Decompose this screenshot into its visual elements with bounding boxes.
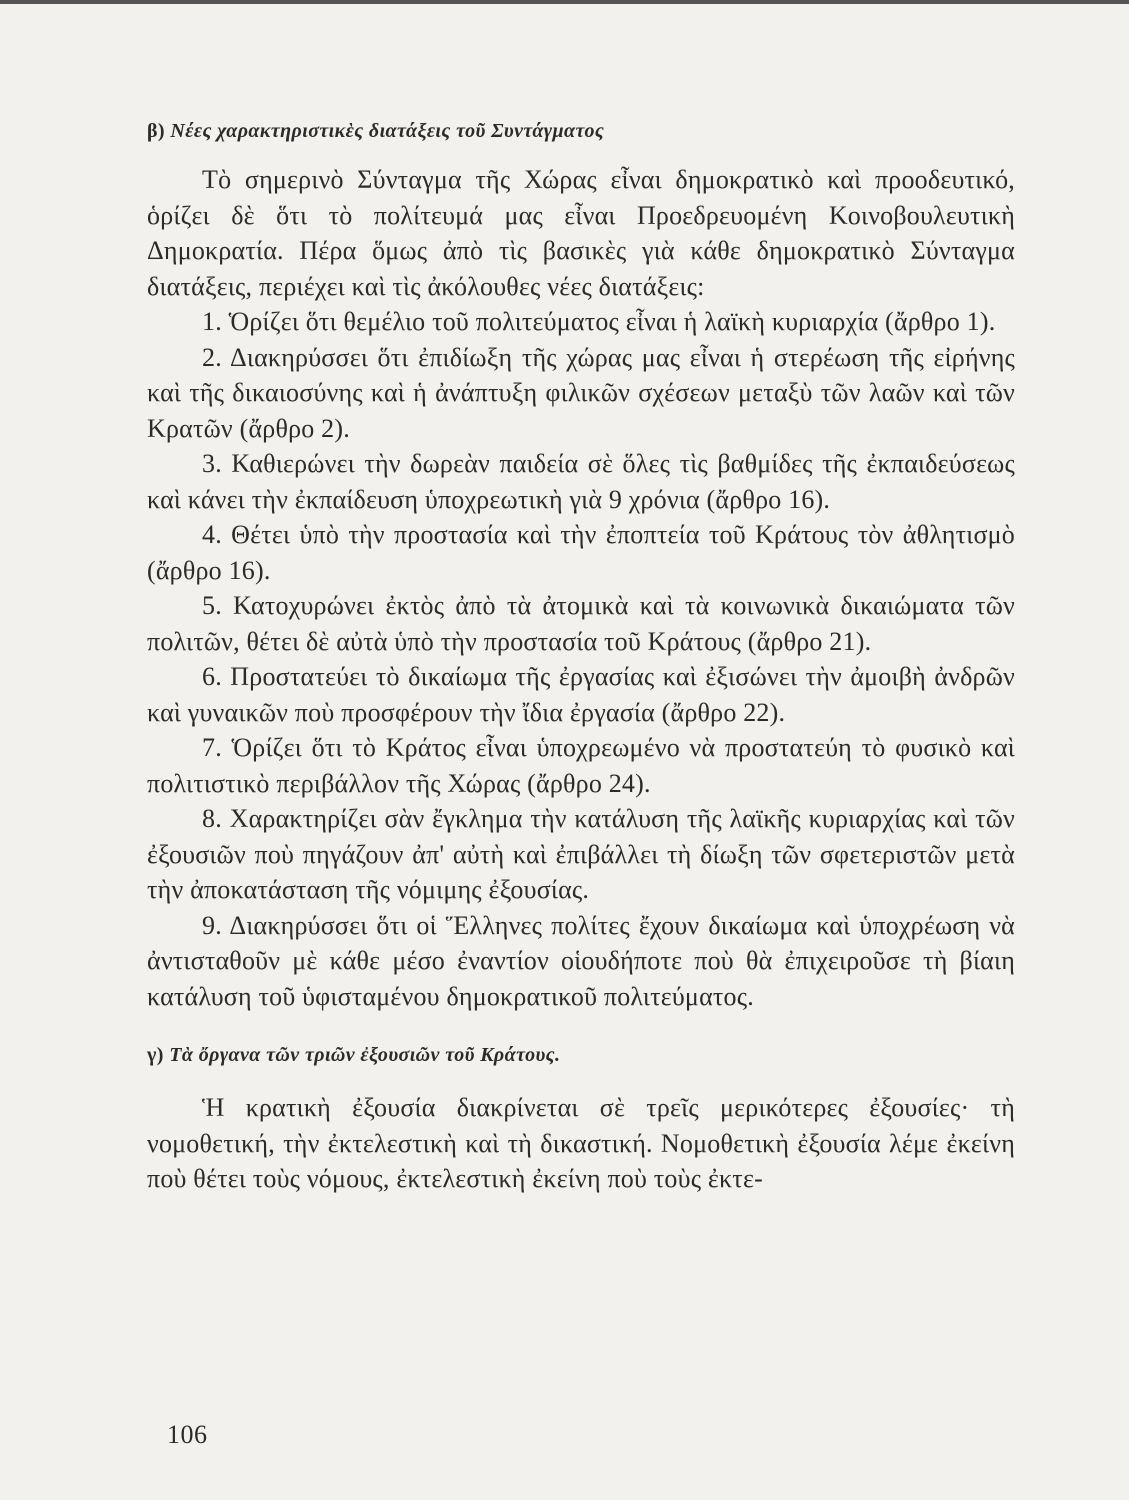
provision-5: 5. Κατοχυρώνει ἐκτὸς ἀπὸ τὰ ἀτομικὰ καὶ τὰ κοινωνικὰ δικαιώματα τῶν πολιτῶν, θέτει δὲ αὐτὰ ὑπὸ τὴν προστασία τοῦ Κράτους (ἄρθρο 21). — [147, 591, 1015, 656]
provision-2: 2. Διακηρύσσει ὅτι ἐπιδίωξη τῆς χώρας μας εἶναι ἡ στερέωση τῆς εἰρήνης καὶ τῆς δικαιοσύνης καὶ ἡ ἀνάπτυξη φιλικῶν σχέσεων μεταξὺ τῶν λαῶν καὶ τῶν Κρατῶν (ἄρθρο 2). — [147, 342, 1015, 443]
section-g-marker: γ) — [147, 1044, 164, 1066]
page-body — [147, 118, 1015, 1197]
section-b-title: Νέες χαρακτηριστικὲς διατάξεις τοῦ Συντάγματος — [170, 120, 605, 142]
section-b-marker: β) — [147, 120, 165, 142]
provision-9: 9. Διακηρύσσει ὅτι οἱ Ἕλληνες πολίτες ἔχουν δικαίωμα καὶ ὑποχρέωση νὰ ἀντισταθοῦν μὲ κάθε μέσο ἐναντίον οἱουδήποτε ποὺ θὰ ἐπιχειροῦσε τὴ βίαιη κατάλυση τοῦ ὑφισταμένου δημοκρατικοῦ πολιτεύματος. — [147, 910, 1015, 1011]
provision-7: 7. Ὁρίζει ὅτι τὸ Κράτος εἶναι ὑποχρεωμένο νὰ προστατεύη τὸ φυσικὸ καὶ πολιτιστικὸ περιβάλλον τῆς Χώρας (ἄρθρο 24). — [147, 733, 1015, 798]
provision-3: 3. Καθιερώνει τὴν δωρεὰν παιδεία σὲ ὅλες τὶς βαθμίδες τῆς ἐκπαιδεύσεως καὶ κάνει τὴν ἐκπαίδευση ὑποχρεωτικὴ γιὰ 9 χρόνια (ἄρθρο 16). — [147, 449, 1015, 514]
section-g-paragraph: Ἡ κρατικὴ ἐξουσία διακρίνεται σὲ τρεῖς μερικότερες ἐξουσίες· τὴ νομοθετική, τὴν ἐκτελεστικὴ καὶ τὴ δικαστική. Νομοθετικὴ ἐξουσία λέμε ἐκείνη ποὺ θέτει τοὺς νόμους, ἐκτελεστικὴ ἐκείνη ποὺ τοὺς ἐκτε- — [147, 1093, 1015, 1193]
provision-4: 4. Θέτει ὑπὸ τὴν προστασία καὶ τὴν ἐποπτεία τοῦ Κράτους τὸν ἀθλητισμὸ (ἄρθρο 16). — [147, 520, 1015, 585]
section-g-title: Τὰ ὄργανα τῶν τριῶν ἐξουσιῶν τοῦ Κράτους. — [169, 1044, 561, 1066]
provision-8: 8. Χαρακτηρίζει σὰν ἔγκλημα τὴν κατάλυση τῆς λαϊκῆς κυριαρχίας καὶ τῶν ἐξουσιῶν ποὺ πηγάζουν ἀπ' αὐτὴ καὶ ἐπιβάλλει τὴ δίωξη τῶν σφετεριστῶν μετὰ τὴν ἀποκατάσταση τῆς νόμιμης ἐξουσίας. — [147, 804, 1015, 904]
scan-top-edge — [0, 0, 1129, 4]
section-b-heading — [147, 118, 1015, 144]
section-b-intro: Τὸ σημερινὸ Σύνταγμα τῆς Χώρας εἶναι δημοκρατικὸ καὶ προοδευτικό, ὁρίζει δὲ ὅτι τὸ πολίτευμά μας εἶναι Προεδρευομένη Κοινοβουλευτικὴ Δημοκρατία. Πέρα ὅμως ἀπὸ τὶς βασικὲς γιὰ κάθε δημοκρατικὸ Σύνταγμα διατάξεις, περιέχει καὶ τὶς ἀκόλουθες νέες διατάξεις: — [147, 165, 1015, 301]
section-g-heading — [147, 1042, 1015, 1068]
provision-1: 1. Ὁρίζει ὅτι θεμέλιο τοῦ πολιτεύματος εἶναι ἡ λαϊκὴ κυριαρχία (ἄρθρο 1). — [202, 307, 996, 336]
page-number: 106 — [167, 1420, 208, 1449]
provision-6: 6. Προστατεύει τὸ δικαίωμα τῆς ἐργασίας καὶ ἐξισώνει τὴν ἀμοιβὴ ἀνδρῶν καὶ γυναικῶν ποὺ προσφέρουν τὴν ἴδια ἐργασία (ἄρθρο 22). — [147, 662, 1015, 727]
